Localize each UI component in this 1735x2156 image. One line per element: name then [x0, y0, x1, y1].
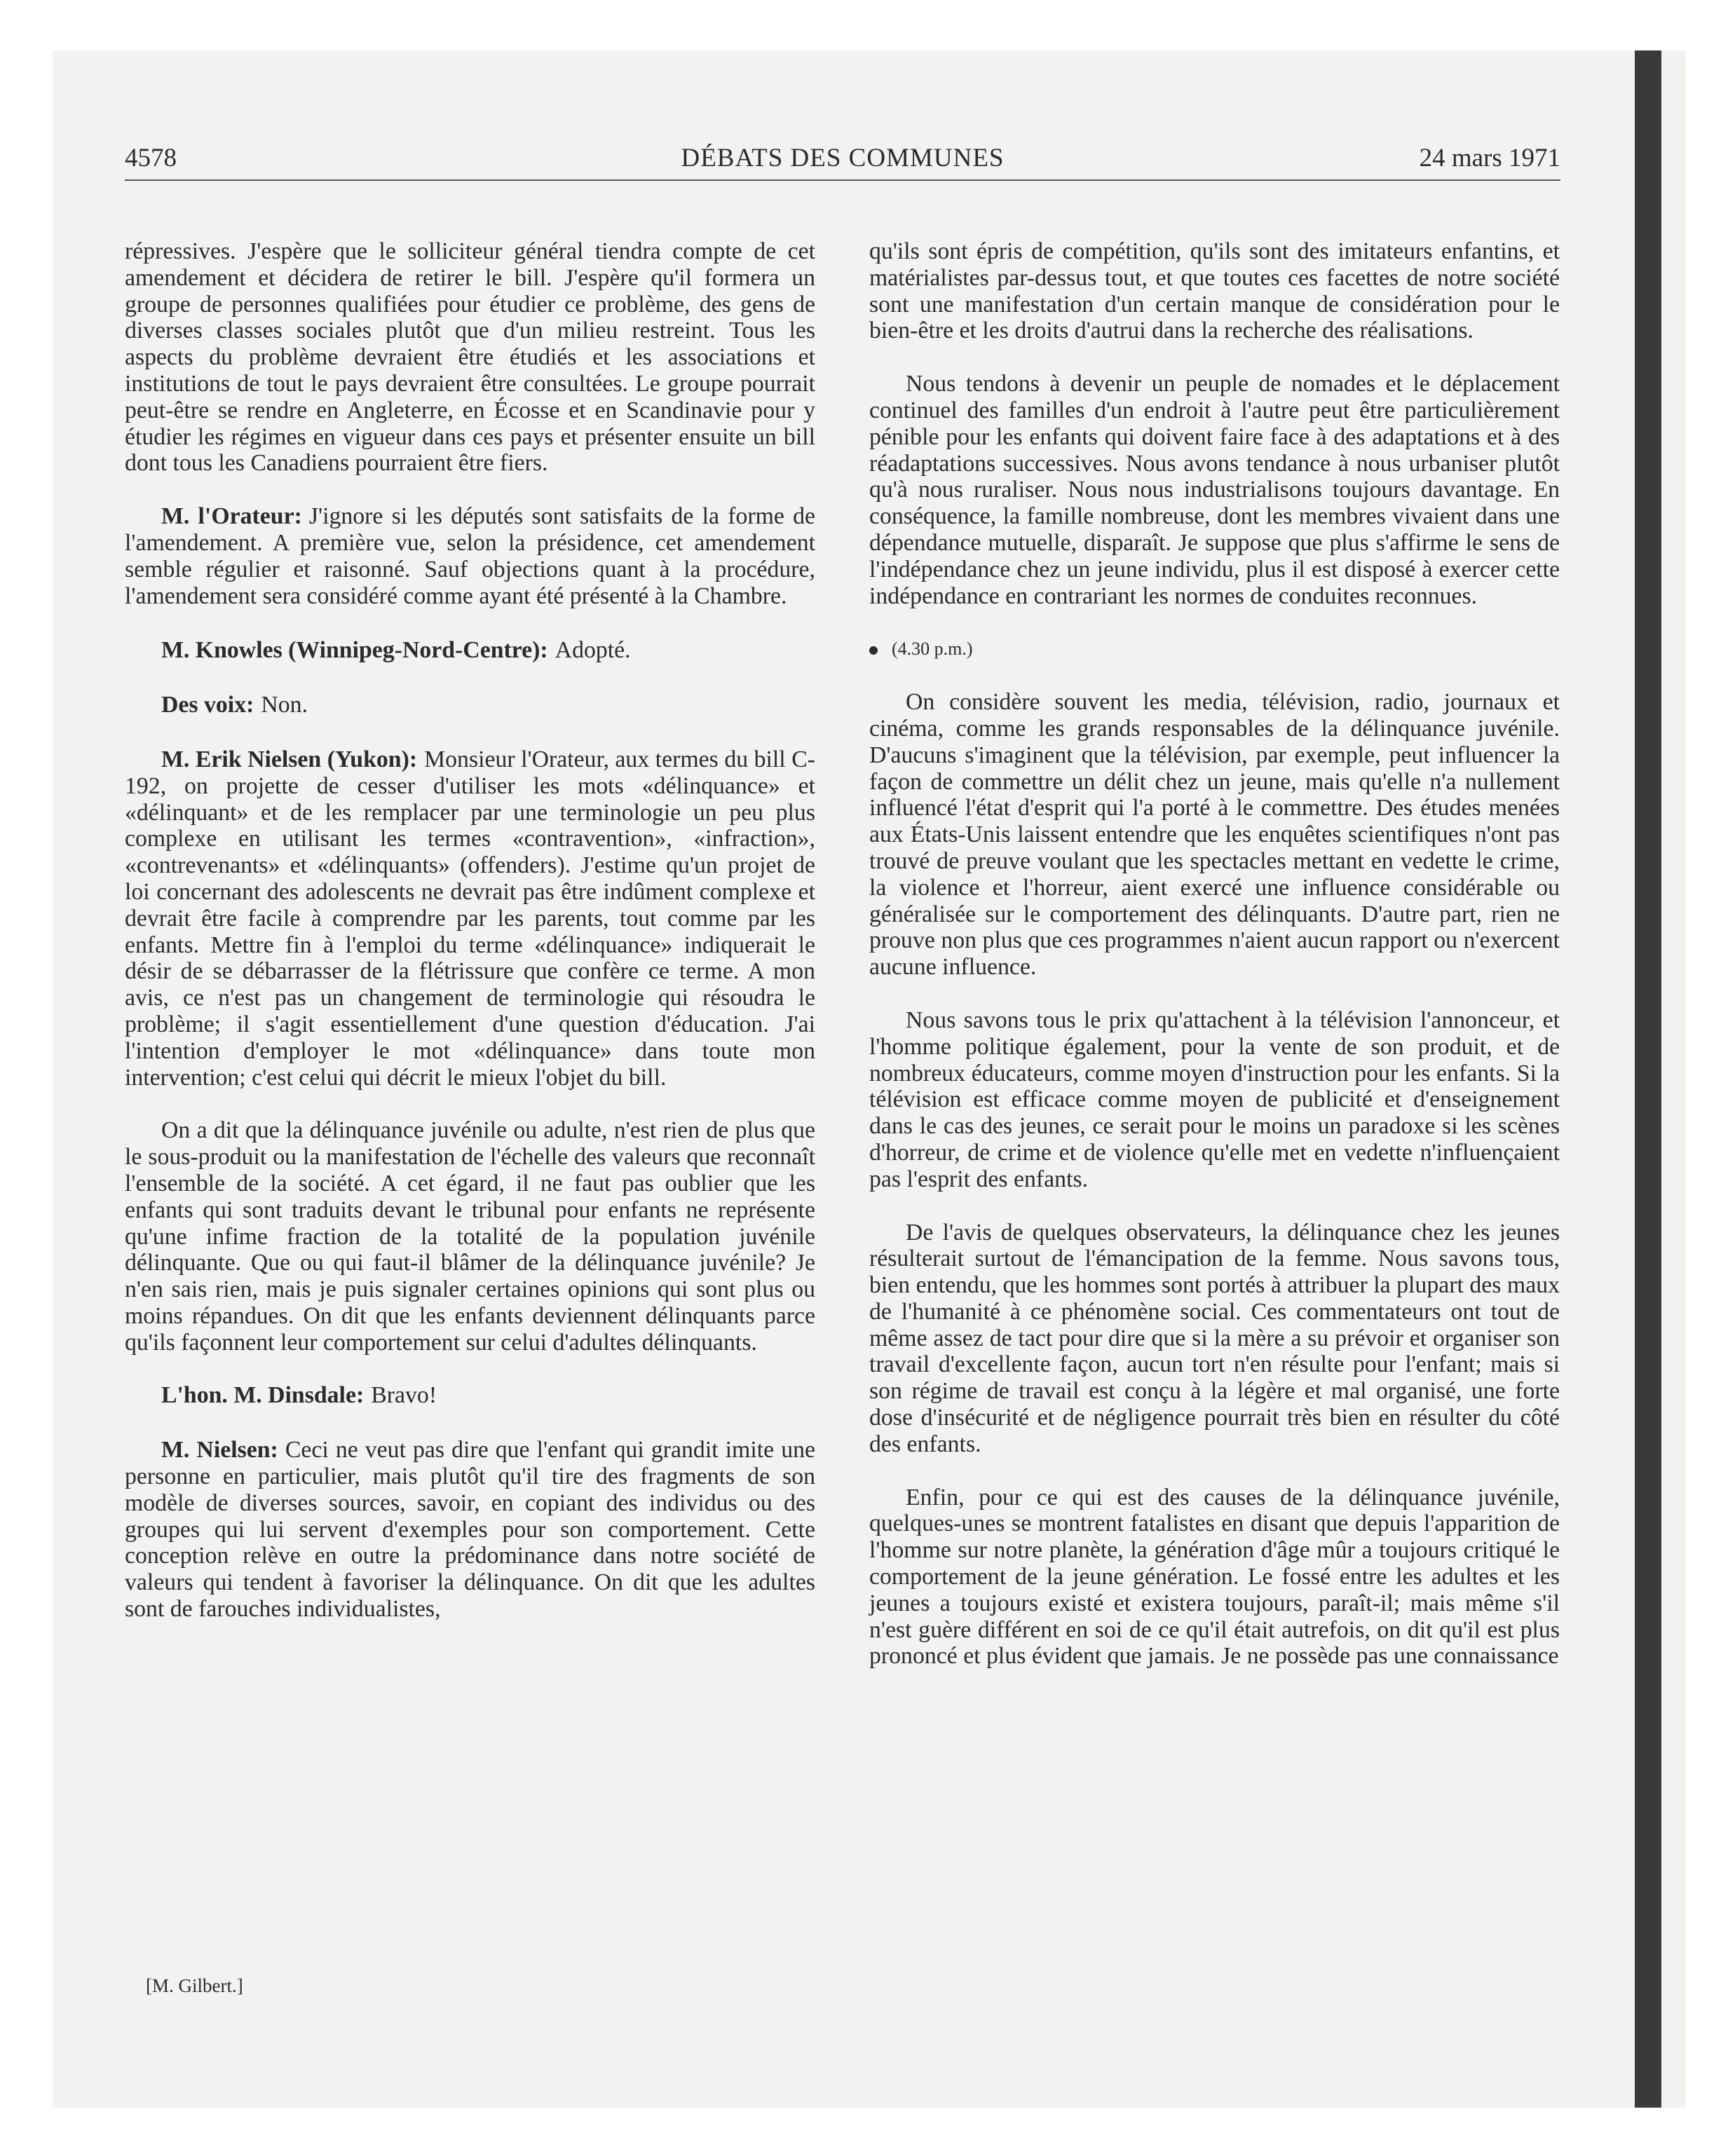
paragraph: De l'avis de quelques observateurs, la délinquance chez les jeunes résulterait surtout de l'émancipation de la femme. Nous savons tous, bien entendu, que les hommes sont portés à attribuer la plupart des maux de l'humanité à ce phénomène social. Ces commentateurs ont tout de même assez de tact pour dire que si la mère a su prévoir et organiser son travail d'excellente façon, aucun tort n'en résulte pour l'enfant; mais si son régime de travail est conçu à la légère et mal organisé, une forte dose d'insécurité et de négligence pourrait très bien en résulter du côté des enfants. [869, 1219, 1560, 1457]
speaker-name: M. Erik Nielsen (Yukon): [161, 746, 418, 772]
paragraph: Enfin, pour ce qui est des causes de la délinquance juvénile, quelques-unes se montrent fatalistes en disant que depuis l'apparition de l'homme sur notre planète, la génération d'âge mûr a toujours critiqué le comportement de la jeune génération. Le fossé entre les adultes et les jeunes a toujours existé et existera toujours, paraît-il; mais même s'il n'est guère différent en soi de ce qu'il était autrefois, on dit qu'il est plus prononcé et plus évident que jamais. Je ne possède pas une connaissance [869, 1484, 1560, 1670]
speaker-name: M. l'Orateur: [161, 503, 302, 530]
speech-text: Monsieur l'Orateur, aux termes du bill C-192, on projette de cesser d'utiliser les mots «délinquance» et «délinquant» et de les remplacer par une terminologie un peu plus complexe en utilisant les termes «contravention», «infraction», «contrevenants» et «délinquants» (offenders). J'estime qu'un projet de loi concernant des adolescents ne devrait pas être indûment complexe et devrait être facile à comprendre par les parents, tout comme par les enfants. Mettre fin à l'emploi du terme «délinquance» indiquerait le désir de se débarrasser de la flétrissure que confère ce terme. A mon avis, ce n'est pas un changement de terminologie qui résoudra le problème; il s'agit essentiellement d'une question d'éducation. J'ai l'intention d'employer le mot «délinquance» dans toute mon intervention; c'est celui qui décrit le mieux l'objet du bill. [125, 746, 815, 1091]
page-number: 4578 [125, 144, 177, 172]
speaker-name: M. Knowles (Winnipeg-Nord-Centre): [161, 637, 548, 664]
speaker-name: Des voix: [161, 692, 254, 718]
time-marker [869, 636, 1560, 662]
bullet-icon [869, 646, 878, 655]
footnote-speaker: [M. Gilbert.] [146, 1975, 243, 1996]
speech-text: J'ignore si les députés sont satisfaits de la forme de l'amendement. A première vue, selon la présidence, cet amendement semble régulier et raisonné. Sauf objections quant à la procédure, l'amendement sera considéré comme ayant été présenté à la Chambre. [125, 503, 815, 609]
time-stamp: (4.30 p.m.) [892, 639, 973, 660]
paragraph: Nous tendons à devenir un peuple de nomades et le déplacement continuel des familles d'un endroit à l'autre peut être particulièrement pénible pour les enfants qui doivent faire face à des adaptations et à des réadaptations successives. Nous avons tendance à nous urbaniser plutôt qu'à nous ruraliser. Nous nous industrialisons toujours davantage. En conséquence, la famille nombreuse, dont les membres vivaient dans une dépendance mutuelle, disparaît. Je suppose que plus s'affirme le sens de l'indépendance chez un jeune individu, plus il est disposé à exercer cette indépendance en contrariant les normes de conduites reconnues. [869, 371, 1560, 609]
paragraph [125, 637, 815, 664]
speech-text: Ceci ne veut pas dire que l'enfant qui grandit imite une personne en particulier, mais plutôt qu'il tire des fragments de son modèle de diverses sources, savoir, en copiant des individus ou des groupes qui lui servent d'exemples pour son comportement. Cette conception relève en outre la prédominance dans notre société de valeurs qui tendent à favoriser la délinquance. On dit que les adultes sont de farouches individualistes, [125, 1437, 815, 1623]
speech-text: Non. [261, 692, 308, 718]
speaker-name: L'hon. M. Dinsdale: [161, 1382, 365, 1409]
paragraph [125, 1437, 815, 1623]
paragraph: On considère souvent les media, télévision, radio, journaux et cinéma, comme les grands responsables de la délinquance juvénile. D'aucuns s'imaginent que la télévision, par exemple, peut influencer la façon de commettre un délit chez un jeune, mais qu'elle n'a nullement influencé l'état d'esprit qui l'a porté à le commettre. Des études menées aux États-Unis laissent entendre que les enquêtes scientifiques n'ont pas trouvé de preuve voulant que les spectacles mettant en vedette le crime, la violence et l'horreur, aient exercé une influence considérable ou généralisée sur le comportement des délinquants. D'autre part, rien ne prouve non plus que ces programmes n'aient aucun rapport ou n'exercent aucune influence. [869, 689, 1560, 981]
page-edge-shadow [1635, 50, 1661, 2108]
paragraph [125, 1382, 815, 1409]
publication-title: DÉBATS DES COMMUNES [681, 144, 1005, 172]
speech-text: Adopté. [554, 637, 631, 664]
paragraph [125, 503, 815, 609]
page-date: 24 mars 1971 [1419, 144, 1560, 172]
paragraph: qu'ils sont épris de compétition, qu'ils sont des imitateurs enfantins, et matérialistes par-dessus tout, et que toutes ces facettes de notre société sont une manifestation d'un certain manque de considération pour le bien-être et les droits d'autrui dans la recherche des réalisations. [869, 238, 1560, 344]
page-header [125, 140, 1560, 181]
paragraph [125, 746, 815, 1091]
paragraph: Nous savons tous le prix qu'attachent à la télévision l'annonceur, et l'homme politique également, pour la vente de son produit, et de nombreux éducateurs, comme moyen d'instruction pour les enfants. Si la télévision est efficace comme moyen de publicité et d'enseignement dans le cas des jeunes, ce serait pour le moins un paradoxe si les scènes d'horreur, de crime et de violence qu'elle met en vedette n'influençaient pas l'esprit des enfants. [869, 1007, 1560, 1192]
paragraph: On a dit que la délinquance juvénile ou adulte, n'est rien de plus que le sous-produit ou la manifestation de l'échelle des valeurs que reconnaît l'ensemble de la société. A cet égard, il ne faut pas oublier que les enfants qui sont traduits devant le tribunal pour enfants ne représente qu'une infime fraction de la totalité de la population juvénile délinquante. Que ou qui faut-il blâmer de la délinquance juvénile? Je n'en sais rien, mais je puis signaler certaines opinions qui sont plus ou moins répandues. On dit que les enfants deviennent délinquants parce qu'ils façonnent leur comportement sur celui d'adultes délinquants. [125, 1117, 815, 1356]
paragraph: répressives. J'espère que le solliciteur général tiendra compte de cet amendement et décidera de retirer le bill. J'espère qu'il formera un groupe de personnes qualifiées pour étudier ce problème, des gens de diverses classes sociales plutôt que d'un milieu restreint. Tous les aspects du problème devraient être étudiés et les associations et institutions de tout le pays devraient être consultées. Le groupe pourrait peut-être se rendre en Angleterre, en Écosse et en Scandinavie pour y étudier les régimes en vigueur dans ces pays et présenter ensuite un bill dont tous les Canadiens pourraient être fiers. [125, 238, 815, 477]
paragraph [125, 692, 815, 718]
right-column [869, 238, 1560, 1696]
left-column [125, 238, 815, 1649]
speech-text: Bravo! [371, 1382, 437, 1409]
speaker-name: M. Nielsen: [161, 1437, 278, 1464]
